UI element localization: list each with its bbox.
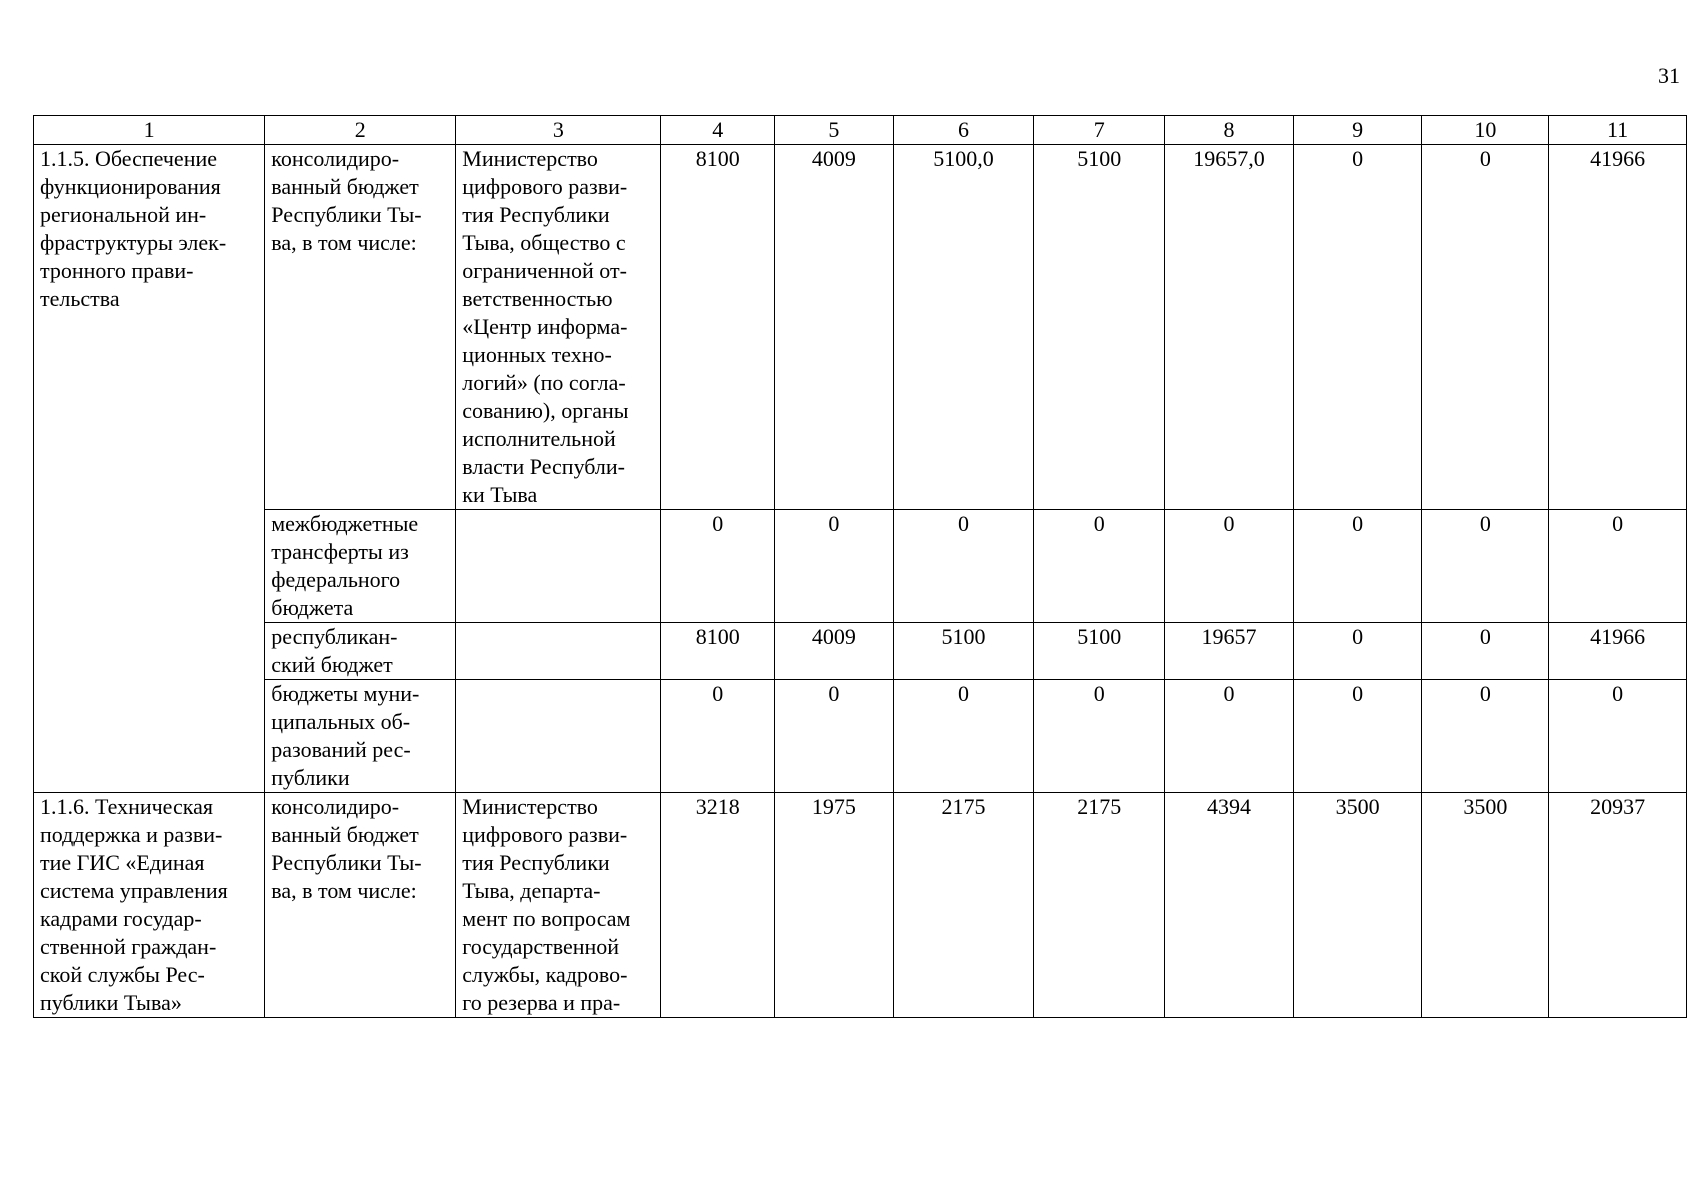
value-cell: 2175	[1034, 793, 1165, 1018]
table-row	[34, 623, 1687, 680]
column-number: 10	[1422, 116, 1549, 145]
value-cell: 41966	[1549, 623, 1687, 680]
column-number: 4	[661, 116, 775, 145]
value-cell: 0	[1293, 623, 1422, 680]
value-cell: 0	[1165, 510, 1294, 623]
value-cell: 0	[1034, 510, 1165, 623]
value-cell: 8100	[661, 623, 775, 680]
value-cell: 8100	[661, 145, 775, 510]
table-row	[34, 680, 1687, 793]
executor-cell	[456, 510, 661, 623]
value-cell: 3500	[1293, 793, 1422, 1018]
value-cell: 1975	[775, 793, 894, 1018]
value-cell: 0	[1422, 510, 1549, 623]
value-cell: 0	[1549, 680, 1687, 793]
value-cell: 41966	[1549, 145, 1687, 510]
measure-name-cell: 1.1.6. Техническая поддержка и разви- тие ГИС «Единая система управления кадрами государ- ственной граждан- ской службы Рес- публики Тыва»	[34, 793, 265, 1018]
column-number: 11	[1549, 116, 1687, 145]
value-cell: 0	[893, 510, 1034, 623]
value-cell: 0	[661, 510, 775, 623]
value-cell: 5100,0	[893, 145, 1034, 510]
executor-cell	[456, 680, 661, 793]
value-cell: 0	[1422, 623, 1549, 680]
value-cell: 20937	[1549, 793, 1687, 1018]
funding-source-cell: республикан- ский бюджет	[265, 623, 456, 680]
table-row	[34, 793, 1687, 1018]
value-cell: 5100	[1034, 145, 1165, 510]
table-row	[34, 510, 1687, 623]
value-cell: 19657	[1165, 623, 1294, 680]
funding-source-cell: консолидиро- ванный бюджет Республики Ты- ва, в том числе:	[265, 793, 456, 1018]
column-number: 1	[34, 116, 265, 145]
column-number: 5	[775, 116, 894, 145]
value-cell: 4009	[775, 623, 894, 680]
value-cell: 4394	[1165, 793, 1294, 1018]
table-body	[34, 116, 1687, 1018]
column-number: 2	[265, 116, 456, 145]
column-number: 8	[1165, 116, 1294, 145]
value-cell: 0	[1165, 680, 1294, 793]
funding-source-cell: консолидиро- ванный бюджет Республики Ты- ва, в том числе:	[265, 145, 456, 510]
funding-source-cell: бюджеты муни- ципальных об- разований рес- публики	[265, 680, 456, 793]
funding-source-cell: межбюджетные трансферты из федерального бюджета	[265, 510, 456, 623]
executor-cell: Министерство цифрового разви- тия Республики Тыва, департа- мент по вопросам государственной службы, кадрово- го резерва и пра-	[456, 793, 661, 1018]
value-cell: 5100	[1034, 623, 1165, 680]
value-cell: 2175	[893, 793, 1034, 1018]
value-cell: 0	[1293, 680, 1422, 793]
budget-table	[33, 115, 1687, 1018]
value-cell: 0	[1422, 680, 1549, 793]
column-number-row	[34, 116, 1687, 145]
column-number: 3	[456, 116, 661, 145]
value-cell: 0	[661, 680, 775, 793]
value-cell: 0	[1293, 145, 1422, 510]
value-cell: 0	[775, 510, 894, 623]
measure-name-cell: 1.1.5. Обеспечение функционирования региональной ин- фраструктуры элек- тронного прави- тельства	[34, 145, 265, 793]
value-cell: 5100	[893, 623, 1034, 680]
value-cell: 0	[1549, 510, 1687, 623]
table-row	[34, 145, 1687, 510]
column-number: 7	[1034, 116, 1165, 145]
value-cell: 0	[1422, 145, 1549, 510]
executor-cell	[456, 623, 661, 680]
value-cell: 0	[893, 680, 1034, 793]
value-cell: 3500	[1422, 793, 1549, 1018]
executor-cell: Министерство цифрового разви- тия Республики Тыва, общество с ограниченной от- ветственностью «Центр информа- ционных техно- логий» (по согла- сованию), органы исполнительной власти Республи- ки Тыва	[456, 145, 661, 510]
value-cell: 19657,0	[1165, 145, 1294, 510]
value-cell: 3218	[661, 793, 775, 1018]
value-cell: 4009	[775, 145, 894, 510]
column-number: 6	[893, 116, 1034, 145]
column-number: 9	[1293, 116, 1422, 145]
value-cell: 0	[1293, 510, 1422, 623]
value-cell: 0	[775, 680, 894, 793]
value-cell: 0	[1034, 680, 1165, 793]
page-number: 31	[1658, 63, 1680, 88]
